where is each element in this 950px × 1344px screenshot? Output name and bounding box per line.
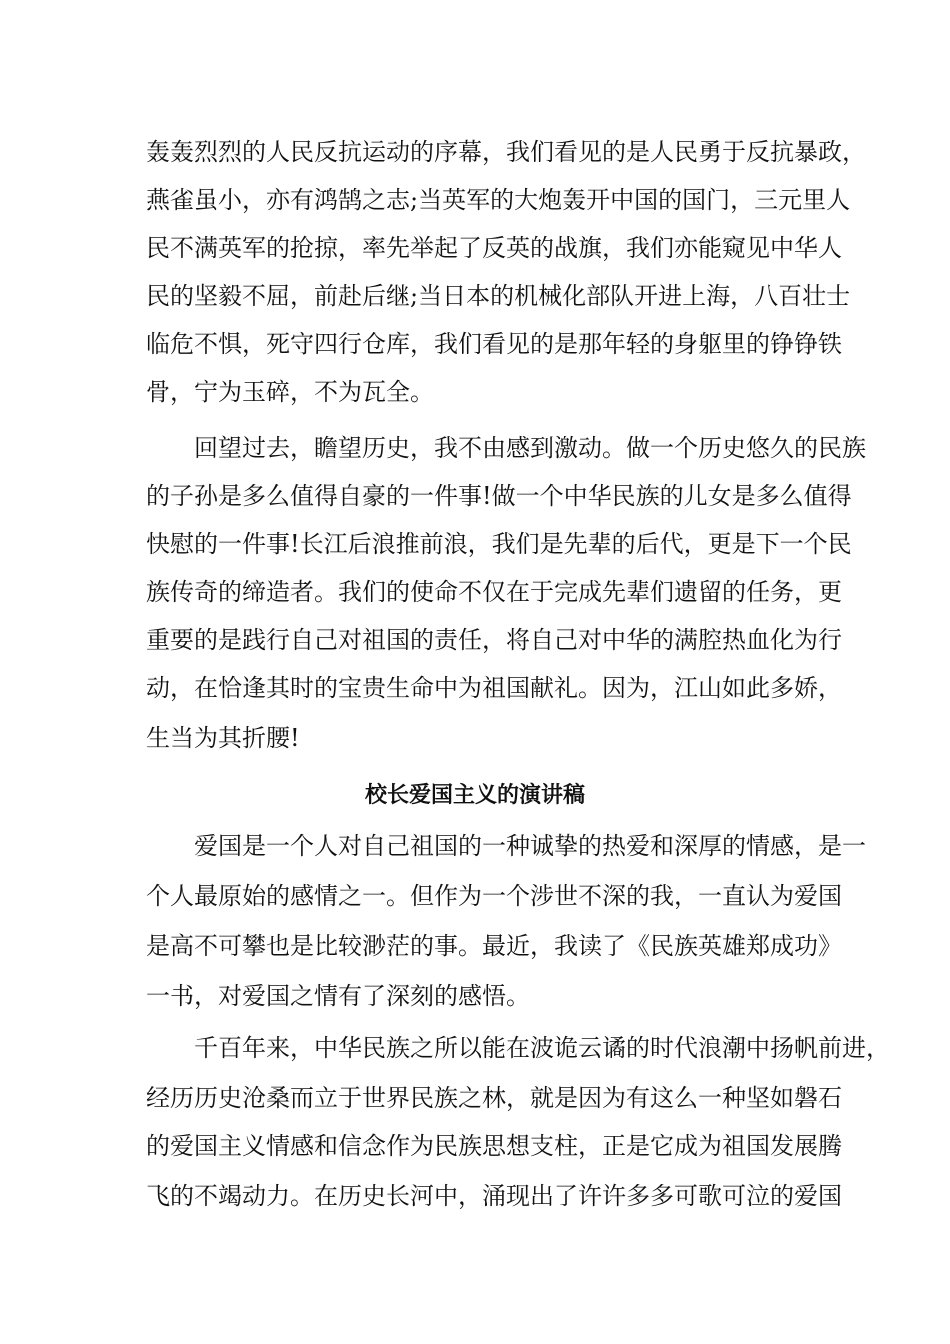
text-line: 一书，对爱国之情有了深刻的感悟。: [146, 982, 530, 1010]
text-line: 临危不惧，死守四行仓库，我们看见的是那年轻的身躯里的铮铮铁: [146, 330, 842, 358]
text-line: 重要的是践行自己对祖国的责任，将自己对中华的满腔热血化为行: [146, 626, 842, 654]
text-line: 的子孙是多么值得自豪的一件事!做一个中华民族的儿女是多么值得: [146, 482, 852, 510]
text-line: 族传奇的缔造者。我们的使命不仅在于完成先辈们遗留的任务，更: [146, 578, 842, 606]
text-line: 动，在恰逢其时的宝贵生命中为祖国献礼。因为，江山如此多娇，: [146, 674, 842, 702]
text-line: 千百年来，中华民族之所以能在波诡云谲的时代浪潮中扬帆前进，: [146, 1034, 890, 1062]
text-line: 飞的不竭动力。在历史长河中，涌现出了许许多多可歌可泣的爱国: [146, 1182, 842, 1210]
text-line: 回望过去，瞻望历史，我不由感到激动。做一个历史悠久的民族: [146, 434, 866, 462]
text-line: 民的坚毅不屈，前赴后继;当日本的机械化部队开进上海，八百壮士: [146, 282, 851, 310]
section-heading: 校长爱国主义的演讲稿: [364, 782, 585, 808]
text-line: 爱国是一个人对自己祖国的一种诚挚的热爱和深厚的情感，是一: [146, 832, 866, 860]
text-line: 是高不可攀也是比较渺茫的事。最近，我读了《民族英雄郑成功》: [146, 932, 842, 960]
text-line: 燕雀虽小，亦有鸿鹄之志;当英军的大炮轰开中国的国门，三元里人: [146, 186, 851, 214]
text-line: 生当为其折腰!: [146, 724, 300, 752]
text-line: 骨，宁为玉碎，不为瓦全。: [146, 378, 434, 406]
text-line: 快慰的一件事!长江后浪推前浪，我们是先辈的后代，更是下一个民: [146, 530, 852, 558]
text-line: 民不满英军的抢掠，率先举起了反英的战旗，我们亦能窥见中华人: [146, 234, 842, 262]
text-line: 的爱国主义情感和信念作为民族思想支柱，正是它成为祖国发展腾: [146, 1132, 842, 1160]
text-line: 经历历史沧桑而立于世界民族之林，就是因为有这么一种坚如磐石: [146, 1084, 842, 1112]
text-line: 轰轰烈烈的人民反抗运动的序幕，我们看见的是人民勇于反抗暴政，: [146, 138, 866, 166]
text-line: 个人最原始的感情之一。但作为一个涉世不深的我，一直认为爱国: [146, 882, 842, 910]
